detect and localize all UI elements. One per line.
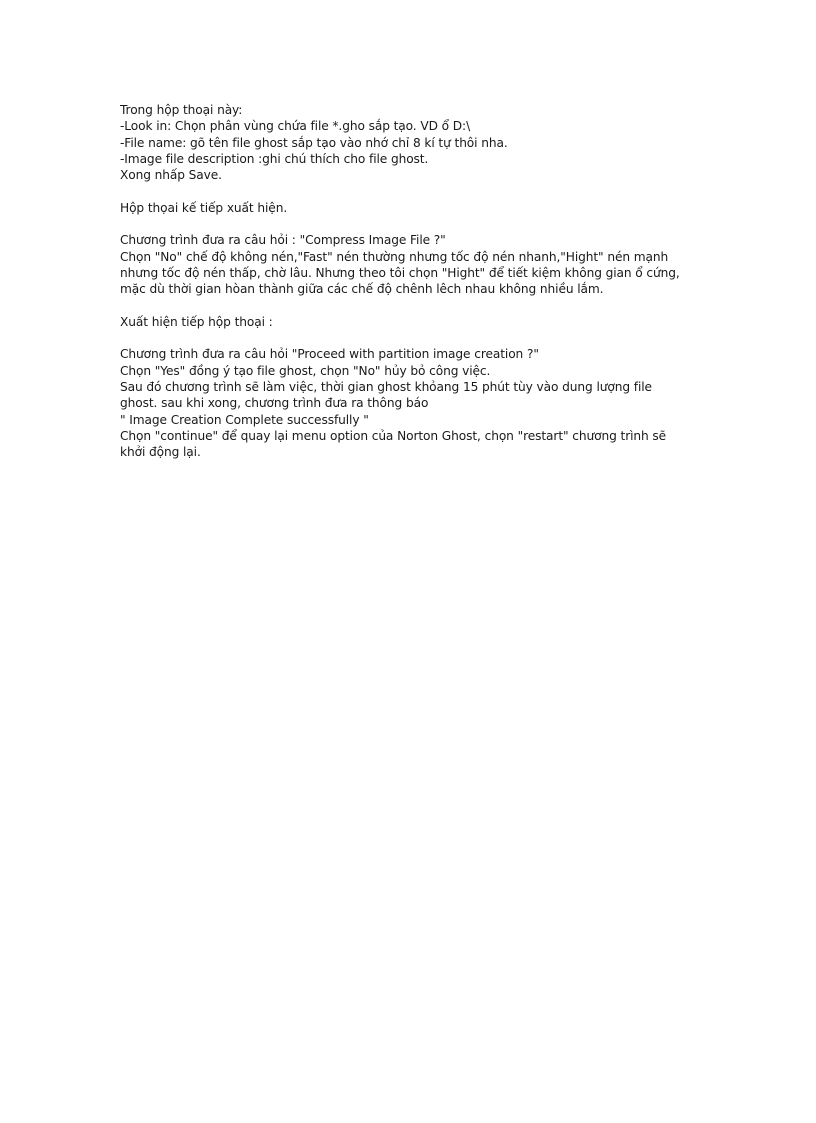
- text-line: -File name: gõ tên file ghost sắp tạo vào nhớ chỉ 8 kí tự thôi nha.: [120, 135, 508, 150]
- text-line: ghost. sau khi xong, chương trình đưa ra thông báo: [120, 396, 429, 411]
- text-line: Chọn "No" chế độ không nén,"Fast" nén thường nhưng tốc độ nén nhanh,"Hight" nén mạnh: [120, 249, 669, 264]
- text-line: Chọn "continue" để quay lại menu option của Norton Ghost, chọn "restart" chương trình sẽ: [120, 428, 667, 443]
- text-line: " Image Creation Complete successfully ": [120, 412, 369, 427]
- document-page: [120, 102, 700, 477]
- text-line: nhưng tốc độ nén thấp, chờ lâu. Nhưng theo tôi chọn "Hight" để tiết kiệm không gian ổ cứng,: [120, 265, 680, 280]
- text-line: Chương trình đưa ra câu hỏi "Proceed with partition image creation ?": [120, 347, 539, 362]
- paragraph-next-dialog: [120, 200, 700, 216]
- paragraph-dialog-appears: [120, 314, 700, 330]
- text-line: Trong hộp thoại này:: [120, 103, 243, 117]
- paragraph-dialog-fields: [120, 102, 700, 183]
- text-line: Chọn "Yes" đồng ý tạo file ghost, chọn "No" hủy bỏ công việc.: [120, 363, 491, 378]
- text-line: -Look in: Chọn phân vùng chứa file *.gho sắp tạo. VD ổ D:\: [120, 119, 471, 134]
- text-line: Hộp thọai kế tiếp xuất hiện.: [120, 200, 288, 215]
- text-line: -Image file description :ghi chú thích cho file ghost.: [120, 151, 429, 166]
- paragraph-compress-question: [120, 232, 700, 297]
- text-line: mặc dù thời gian hòan thành giữa các chế độ chênh lêch nhau không nhiều lắm.: [120, 282, 604, 297]
- text-line: Chương trình đưa ra câu hỏi : "Compress Image File ?": [120, 233, 446, 248]
- paragraph-proceed-question: [120, 346, 700, 460]
- text-line: Xuất hiện tiếp hộp thoại :: [120, 314, 273, 329]
- text-line: Sau đó chương trình sẽ làm việc, thời gian ghost khỏang 15 phút tùy vào dung lượng file: [120, 380, 652, 395]
- text-line: Xong nhấp Save.: [120, 168, 222, 183]
- text-line: khởi động lại.: [120, 445, 201, 460]
